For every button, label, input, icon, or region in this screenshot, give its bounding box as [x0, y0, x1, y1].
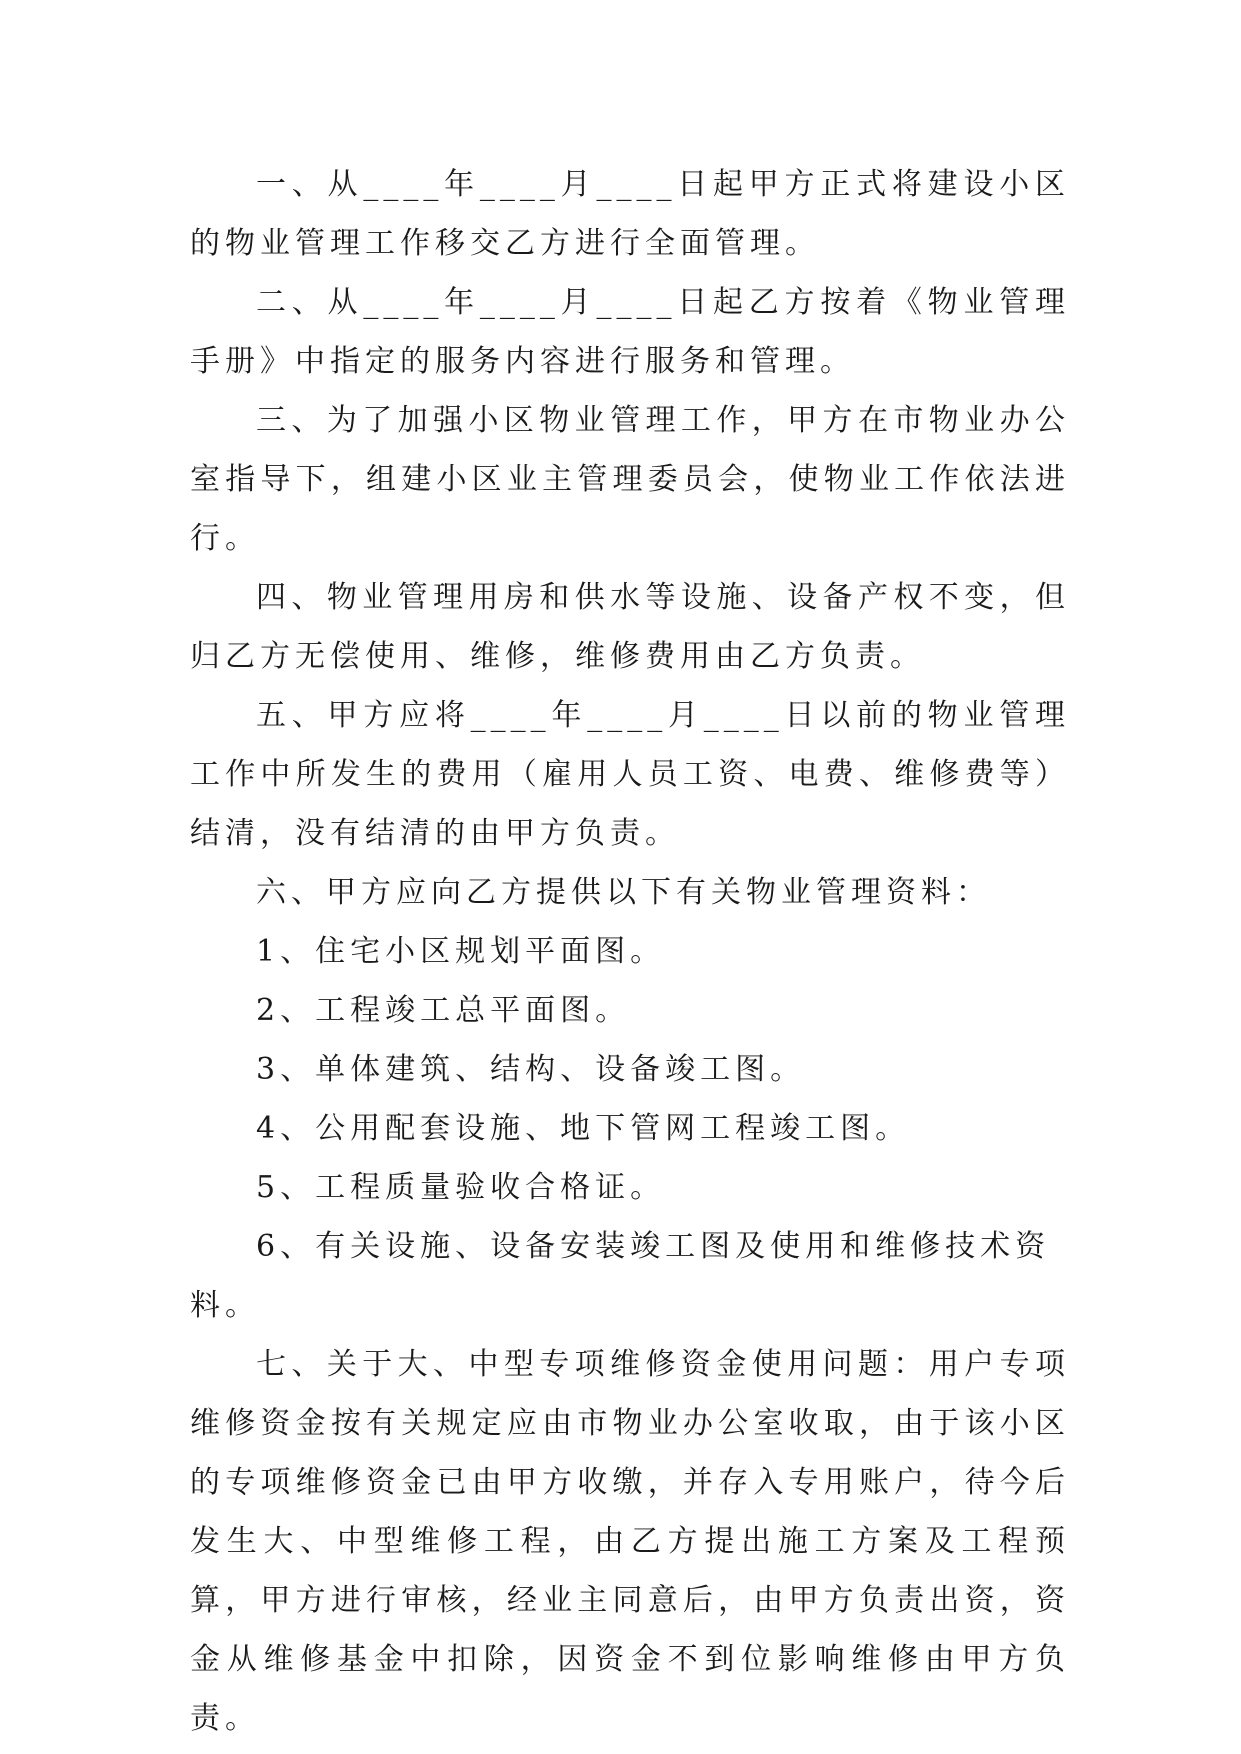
document-body [190, 155, 1070, 1748]
list-item: 6、有关设施、设备安装竣工图及使用和维修技术资料。 [190, 1229, 1051, 1323]
clause-6: 六、甲方应向乙方提供以下有关物业管理资料： [256, 875, 991, 910]
list-item: 1、住宅小区规划平面图。 [256, 934, 666, 969]
clause-4: 四、物业管理用房和供水等设施、设备产权不变，但归乙方无偿使用、维修，维修费用由乙方负责。 [190, 580, 1070, 674]
list-item: 3、单体建筑、结构、设备竣工图。 [256, 1052, 806, 1087]
clause-3: 三、为了加强小区物业管理工作，甲方在市物业办公室指导下，组建小区业主管理委员会，使物业工作依法进行。 [190, 403, 1070, 556]
clause-7: 七、关于大、中型专项维修资金使用问题：用户专项维修资金按有关规定应由市物业办公室收取，由于该小区的专项维修资金已由甲方收缴，并存入专用账户，待今后发生大、中型维修工程，由乙方提出施工方案及工程预算，甲方进行审核，经业主同意后，由甲方负责出资，资金从维修基金中扣除，因资金不到位影响维修由甲方负责。 [190, 1347, 1070, 1736]
list-item: 4、公用配套设施、地下管网工程竣工图。 [256, 1111, 911, 1146]
clause-1: 一、从____年____月____日起甲方正式将建设小区的物业管理工作移交乙方进行全面管理。 [190, 167, 1070, 261]
list-item: 2、工程竣工总平面图。 [256, 993, 631, 1028]
list-item: 5、工程质量验收合格证。 [256, 1170, 666, 1205]
clause-2: 二、从____年____月____日起乙方按着《物业管理手册》中指定的服务内容进行服务和管理。 [190, 285, 1070, 379]
clause-5: 五、甲方应将____年____月____日以前的物业管理工作中所发生的费用（雇用人员工资、电费、维修费等）结清，没有结清的由甲方负责。 [190, 698, 1070, 851]
